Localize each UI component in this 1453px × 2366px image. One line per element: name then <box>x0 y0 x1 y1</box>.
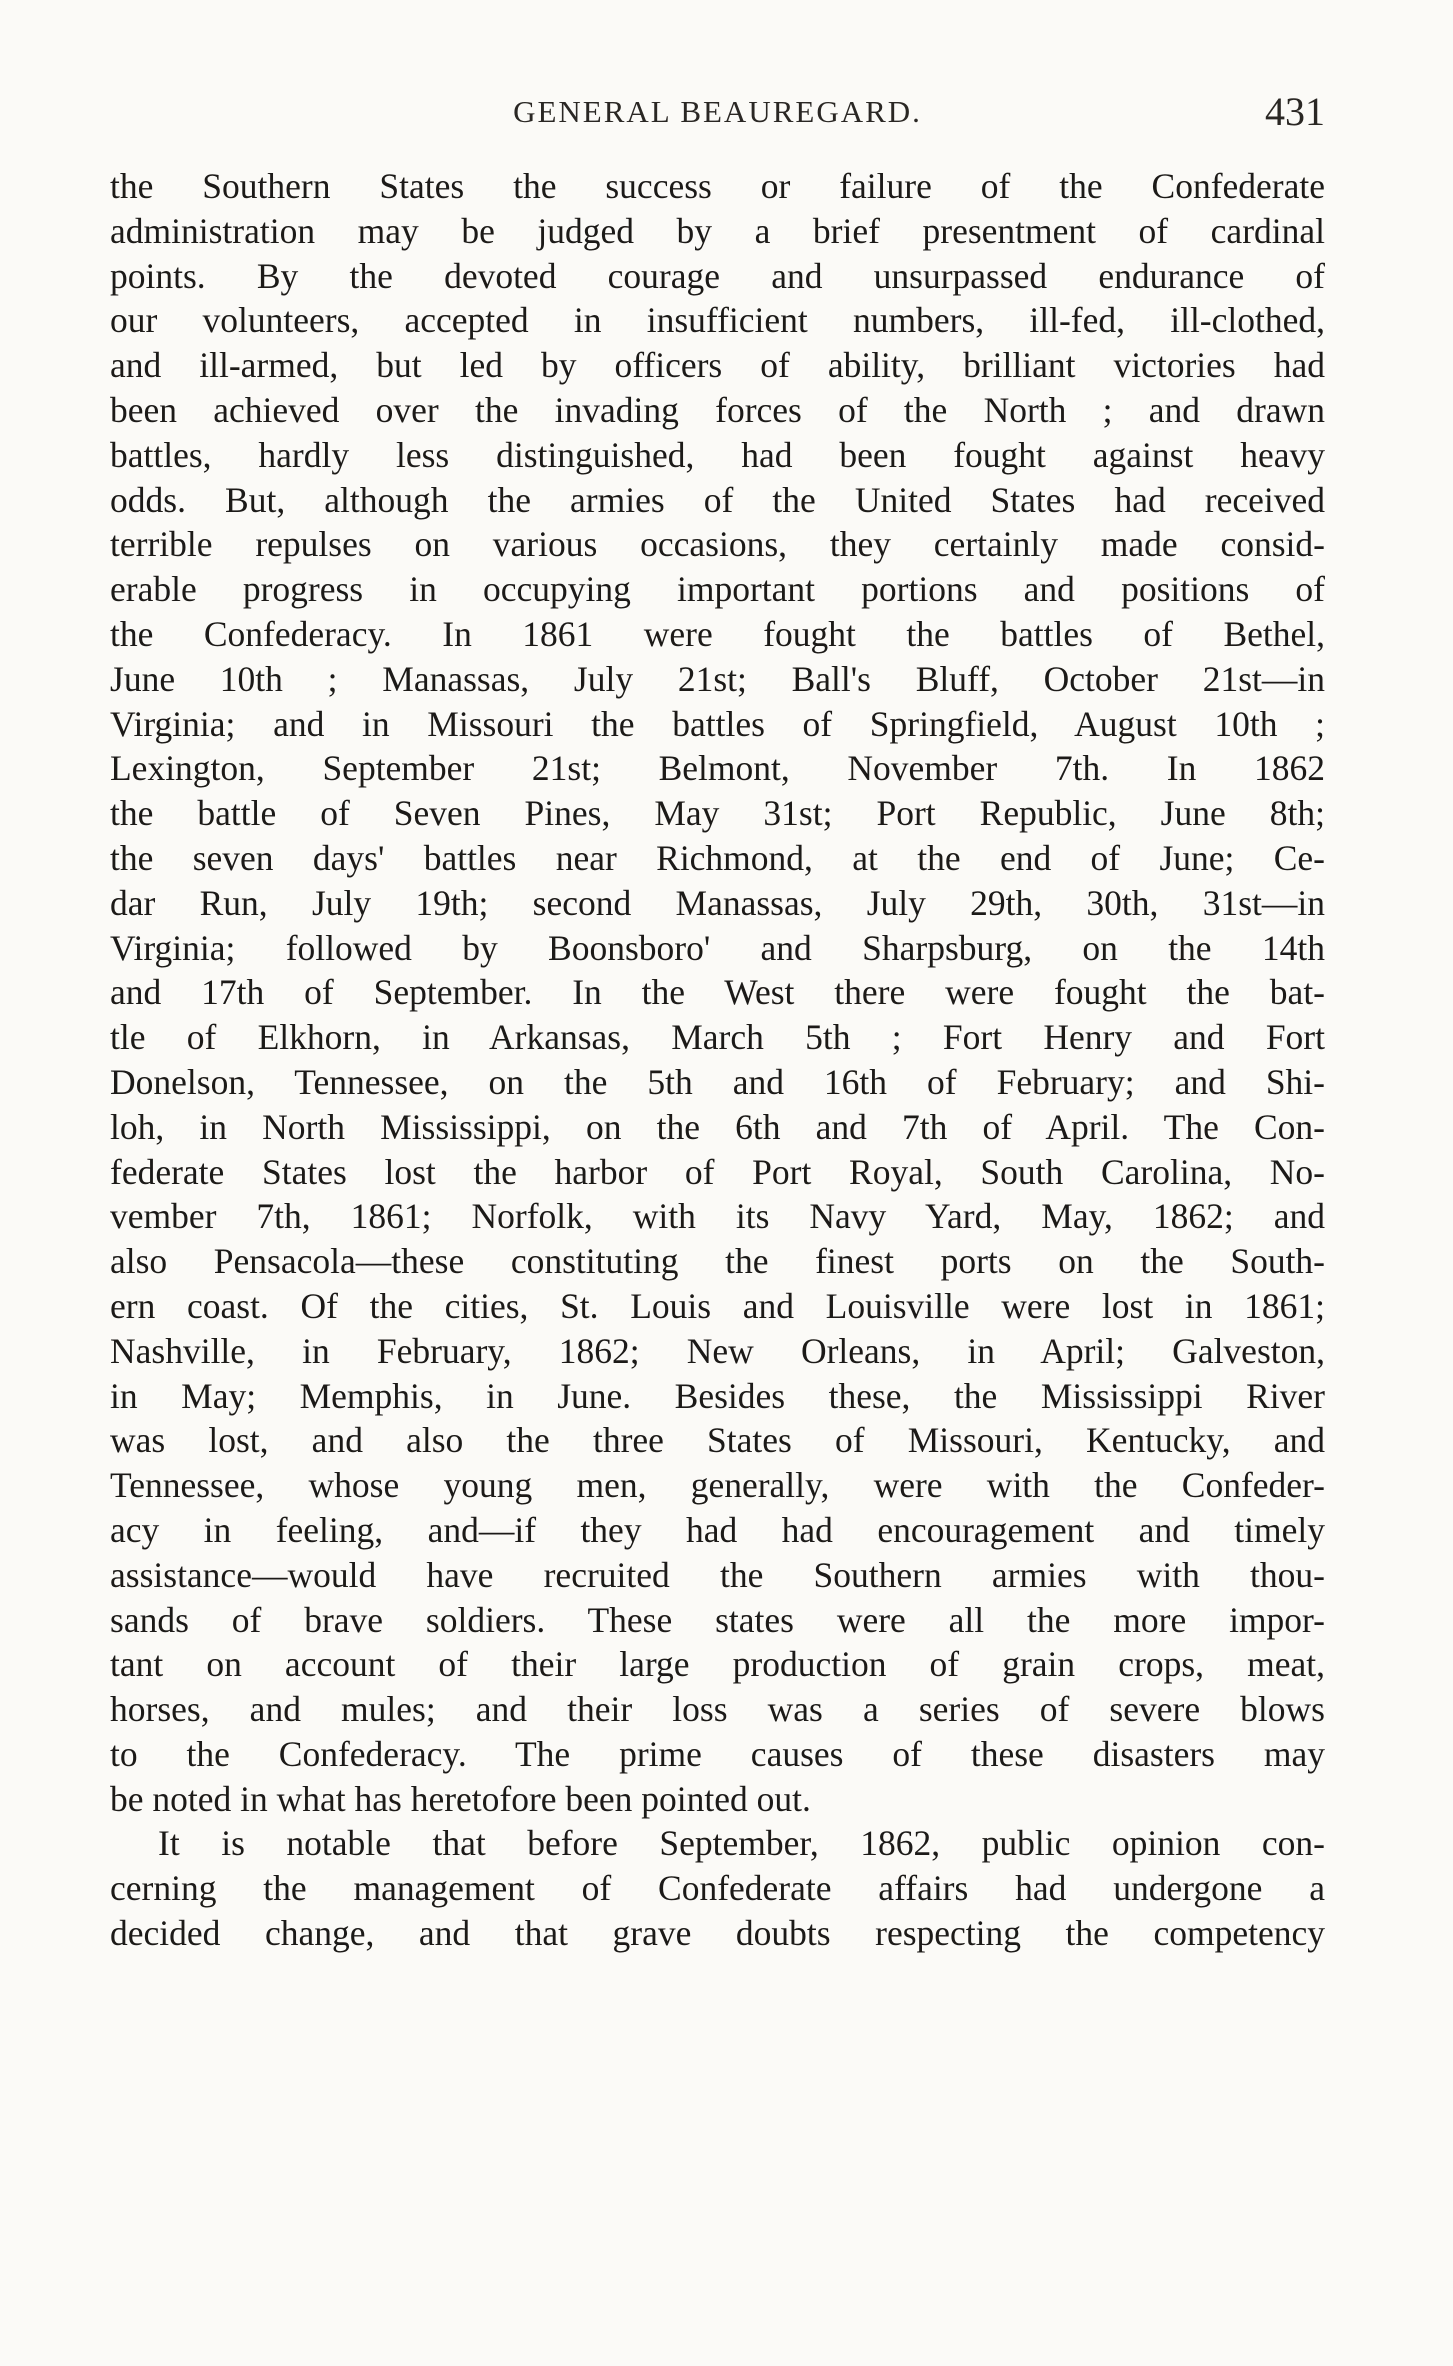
text-line: the Southern States the success or failure of the Confederate <box>110 166 1325 206</box>
text-line: Virginia; and in Missouri the battles of Springfield, August 10th ; <box>110 703 1325 744</box>
text-line: decided change, and that grave doubts respecting the competency <box>110 1913 1325 1954</box>
text-line: been achieved over the invading forces of the North ; and drawn <box>110 389 1325 430</box>
text-line: dar Run, July 19th; second Manassas, July 29th, 30th, 31st—in <box>110 882 1325 923</box>
text-line: ern coast. Of the cities, St. Louis and Louisville were lost in 1861; <box>110 1285 1325 1326</box>
text-line: cerning the management of Confederate affairs had undergone a <box>110 1868 1325 1909</box>
text-line: tle of Elkhorn, in Arkansas, March 5th ; Fort Henry and Fort <box>110 1017 1325 1058</box>
text-line: terrible repulses on various occasions, they certainly made consid- <box>110 524 1325 565</box>
text-line: battles, hardly less distinguished, had been fought against heavy <box>110 434 1325 475</box>
text-line: Nashville, in February, 1862; New Orleans, in April; Galveston, <box>110 1330 1325 1371</box>
text-line: be noted in what has heretofore been pointed out. <box>110 1778 811 1819</box>
text-line: assistance—would have recruited the Southern armies with thou- <box>110 1554 1325 1595</box>
text-line: and ill-armed, but led by officers of ability, brilliant victories had <box>110 345 1325 386</box>
text-line: erable progress in occupying important portions and positions of <box>110 569 1325 610</box>
text-line: odds. But, although the armies of the United States had received <box>110 479 1325 520</box>
text-line: to the Confederacy. The prime causes of these disasters may <box>110 1733 1325 1774</box>
text-line: loh, in North Mississippi, on the 6th and 7th of April. The Con- <box>110 1106 1325 1147</box>
text-line: also Pensacola—these constituting the finest ports on the South- <box>110 1241 1325 1282</box>
text-line: Donelson, Tennessee, on the 5th and 16th of February; and Shi- <box>110 1061 1325 1102</box>
running-title: GENERAL BEAUREGARD. <box>513 94 922 129</box>
text-line: tant on account of their large production of grain crops, meat, <box>110 1644 1325 1685</box>
text-line: vember 7th, 1861; Norfolk, with its Navy Yard, May, 1862; and <box>110 1196 1325 1237</box>
text-line: the seven days' battles near Richmond, at the end of June; Ce- <box>110 837 1325 878</box>
text-line: points. By the devoted courage and unsurpassed endurance of <box>110 255 1325 296</box>
text-line: and 17th of September. In the West there were fought the bat- <box>110 972 1325 1013</box>
text-line: the Confederacy. In 1861 were fought the battles of Bethel, <box>110 613 1325 654</box>
text-line: June 10th ; Manassas, July 21st; Ball's Bluff, October 21st—in <box>110 658 1325 699</box>
text-line: Virginia; followed by Boonsboro' and Sharpsburg, on the 14th <box>110 927 1325 968</box>
text-line: the battle of Seven Pines, May 31st; Port Republic, June 8th; <box>110 793 1325 834</box>
text-line: It is notable that before September, 1862, public opinion con- <box>158 1823 1325 1864</box>
text-line: was lost, and also the three States of Missouri, Kentucky, and <box>110 1420 1325 1461</box>
text-line: our volunteers, accepted in insufficient numbers, ill-fed, ill-clothed, <box>110 300 1325 341</box>
text-line: administration may be judged by a brief presentment of cardinal <box>110 210 1325 251</box>
body-text <box>110 164 1325 1956</box>
text-line: Tennessee, whose young men, generally, were with the Confeder- <box>110 1465 1325 1506</box>
text-line: in May; Memphis, in June. Besides these, the Mississippi River <box>110 1375 1325 1416</box>
text-line: sands of brave soldiers. These states were all the more impor- <box>110 1599 1325 1640</box>
text-line: federate States lost the harbor of Port Royal, South Carolina, No- <box>110 1151 1325 1192</box>
text-line: Lexington, September 21st; Belmont, November 7th. In 1862 <box>110 748 1325 789</box>
text-line: acy in feeling, and—if they had had encouragement and timely <box>110 1509 1325 1550</box>
running-head <box>110 88 1325 148</box>
page-number: 431 <box>1265 89 1325 134</box>
text-line: horses, and mules; and their loss was a series of severe blows <box>110 1689 1325 1730</box>
